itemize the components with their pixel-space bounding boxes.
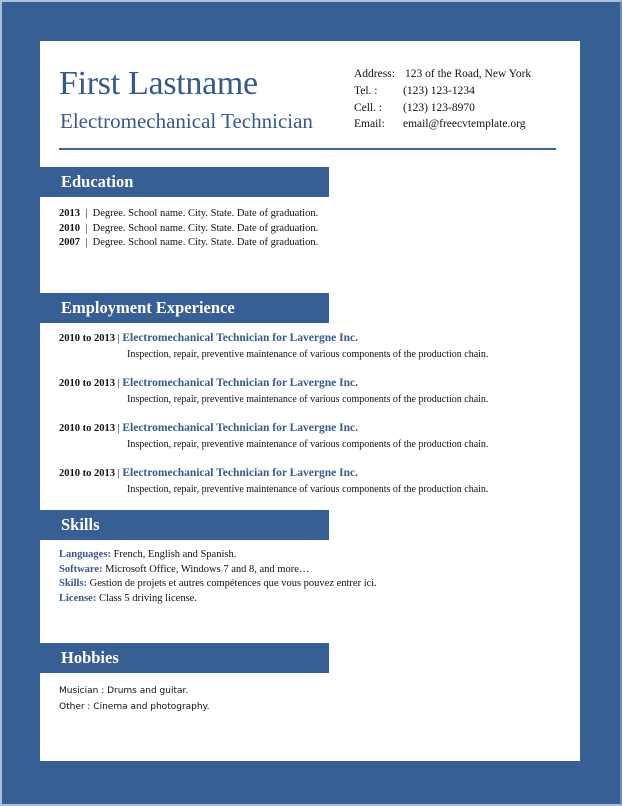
header-divider [59, 148, 556, 150]
employment-period: 2010 to 2013 [59, 378, 115, 389]
employment-item [59, 467, 559, 512]
employment-item [59, 377, 559, 422]
separator: | [117, 468, 120, 479]
education-item [59, 208, 318, 223]
skills-heading: Skills [40, 510, 329, 540]
employment-role: Electromechanical Technician for Lavergne Inc. [122, 467, 358, 479]
job-title: Electromechanical Technician [60, 109, 313, 133]
employment-item [59, 422, 559, 467]
education-item [59, 237, 318, 252]
skill-key: License: [59, 592, 97, 604]
skill-value: Microsoft Office, Windows 7 and 8, and more… [105, 563, 310, 575]
hobbies-heading: Hobbies [40, 643, 329, 673]
education-item [59, 223, 318, 238]
employment-period: 2010 to 2013 [59, 468, 115, 479]
employment-list [59, 332, 559, 512]
contact-value: (123) 123-8970 [403, 101, 475, 114]
contact-label: Cell. : [354, 101, 383, 114]
skill-value: Gestion de projets et autres compétences que vous pouvez entrer ici. [89, 578, 377, 590]
contact-value: email@freecvtemplate.org [403, 118, 526, 131]
education-year: 2010 [59, 222, 80, 234]
contact-value: 123 of the Road, New York [405, 68, 532, 80]
separator: | [85, 237, 88, 248]
employment-role: Electromechanical Technician for Lavergne Inc. [122, 377, 358, 389]
skills-list [59, 549, 377, 607]
hobbies-list [59, 686, 209, 717]
employment-desc: Inspection, repair, preventive maintenance of various components of the production chain. [127, 439, 489, 450]
employment-role: Electromechanical Technician for Lavergne Inc. [122, 422, 358, 434]
separator: | [117, 378, 120, 389]
employment-item [59, 332, 559, 377]
employment-period: 2010 to 2013 [59, 423, 115, 434]
contact-label: Address: [354, 68, 395, 80]
contact-label: Tel. : [354, 84, 378, 97]
hobby-item: Other : Cinema and photography. [59, 701, 210, 712]
employment-desc: Inspection, repair, preventive maintenance of various components of the production chain. [127, 394, 489, 405]
separator: | [85, 222, 88, 234]
education-heading: Education [40, 167, 329, 197]
education-text: Degree. School name. City. State. Date of graduation. [92, 237, 319, 248]
education-text: Degree. School name. City. State. Date of graduation. [92, 222, 319, 234]
skill-key: Skills: [59, 578, 88, 590]
hobby-item: Musician : Drums and guitar. [59, 686, 189, 696]
separator: | [117, 333, 120, 344]
contact-label: Email: [354, 118, 385, 131]
skill-value: French, English and Spanish. [113, 549, 237, 560]
employment-period: 2010 to 2013 [59, 333, 115, 344]
employment-desc: Inspection, repair, preventive maintenance of various components of the production chain. [127, 349, 489, 360]
skills-item [59, 578, 377, 593]
employment-desc: Inspection, repair, preventive maintenance of various components of the production chain. [127, 484, 489, 495]
skill-key: Software: [59, 563, 103, 575]
skills-item [59, 549, 377, 564]
contact-value: (123) 123-1234 [403, 84, 475, 97]
full-name: First Lastname [59, 65, 258, 102]
employment-heading: Employment Experience [40, 293, 329, 323]
skill-value: Class 5 driving license. [98, 592, 197, 604]
separator: | [117, 423, 120, 434]
skill-key: Languages: [59, 549, 111, 560]
education-text: Degree. School name. City. State. Date of graduation. [92, 208, 319, 219]
skills-item [59, 564, 377, 579]
education-list [59, 208, 318, 252]
education-year: 2013 [59, 208, 80, 219]
education-year: 2007 [59, 237, 80, 248]
employment-role: Electromechanical Technician for Lavergne Inc. [122, 332, 358, 344]
resume-page [40, 41, 580, 761]
skills-item [59, 593, 377, 608]
separator: | [85, 208, 88, 219]
